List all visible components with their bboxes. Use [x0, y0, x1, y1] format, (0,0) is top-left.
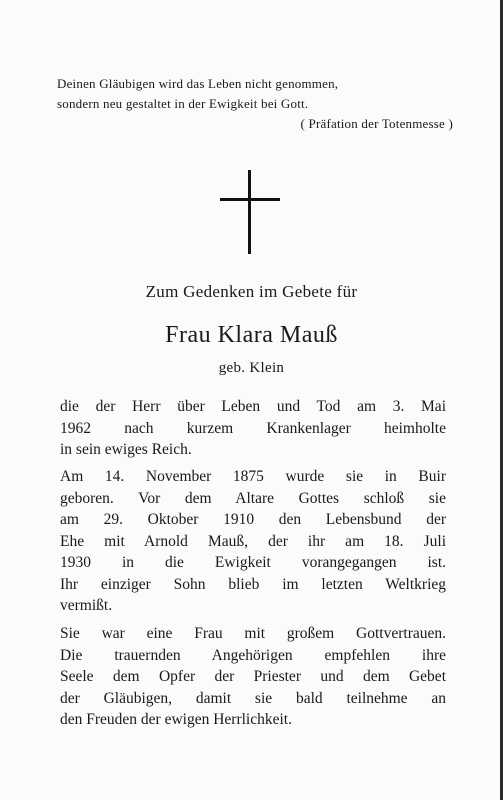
- text-line: Seele dem Opfer der Priester und dem Gebet: [60, 668, 446, 685]
- text-line: die der Herr über Leben und Tod am 3. Mai: [60, 398, 446, 415]
- text-line: am 29. Oktober 1910 den Lebensbund der: [60, 511, 446, 528]
- text-line: 1962 nach kurzem Krankenlager heimholte: [60, 419, 446, 437]
- quote-line: sondern neu gestaltet in der Ewigkeit bei Gott.: [57, 96, 309, 111]
- text-line: in sein ewiges Reich.: [60, 441, 192, 458]
- deceased-name: Frau Klara Mauß: [165, 322, 338, 348]
- text-line: Sie war eine Frau mit großem Gottvertrauen.: [60, 625, 446, 642]
- cross-horizontal-bar: [220, 198, 280, 201]
- cross-icon: [220, 170, 280, 254]
- text-line: den Freuden der ewigen Herrlichkeit.: [60, 711, 292, 728]
- epigraph-quote: [57, 74, 453, 134]
- text-line: Die trauernden Angehörigen empfehlen ihre: [60, 646, 446, 664]
- paragraph-biography: [60, 466, 446, 617]
- text-line: Am 14. November 1875 wurde sie in Buir: [60, 468, 446, 485]
- quote-source: ( Präfation der Totenmesse ): [300, 116, 453, 131]
- quote-line: Deinen Gläubigen wird das Leben nicht genommen,: [57, 76, 339, 91]
- text-line: 1930 in die Ewigkeit vorangegangen ist.: [60, 554, 446, 571]
- paragraph-death: [60, 396, 446, 461]
- birth-name: geb. Klein: [218, 360, 285, 376]
- paragraph-prayer: [60, 623, 446, 731]
- memorial-intro: Zum Gedenken im Gebete für: [145, 282, 358, 301]
- cross-vertical-bar: [248, 170, 251, 254]
- text-line: geboren. Vor dem Altare Gottes schloß sie: [60, 489, 446, 507]
- text-line: Ihr einziger Sohn blieb im letzten Weltkrieg: [60, 575, 446, 593]
- text-line: vermißt.: [60, 597, 113, 614]
- text-line: Ehe mit Arnold Mauß, der ihr am 18. Juli: [60, 532, 446, 550]
- text-line: der Gläubigen, damit sie bald teilnehme an: [60, 689, 446, 707]
